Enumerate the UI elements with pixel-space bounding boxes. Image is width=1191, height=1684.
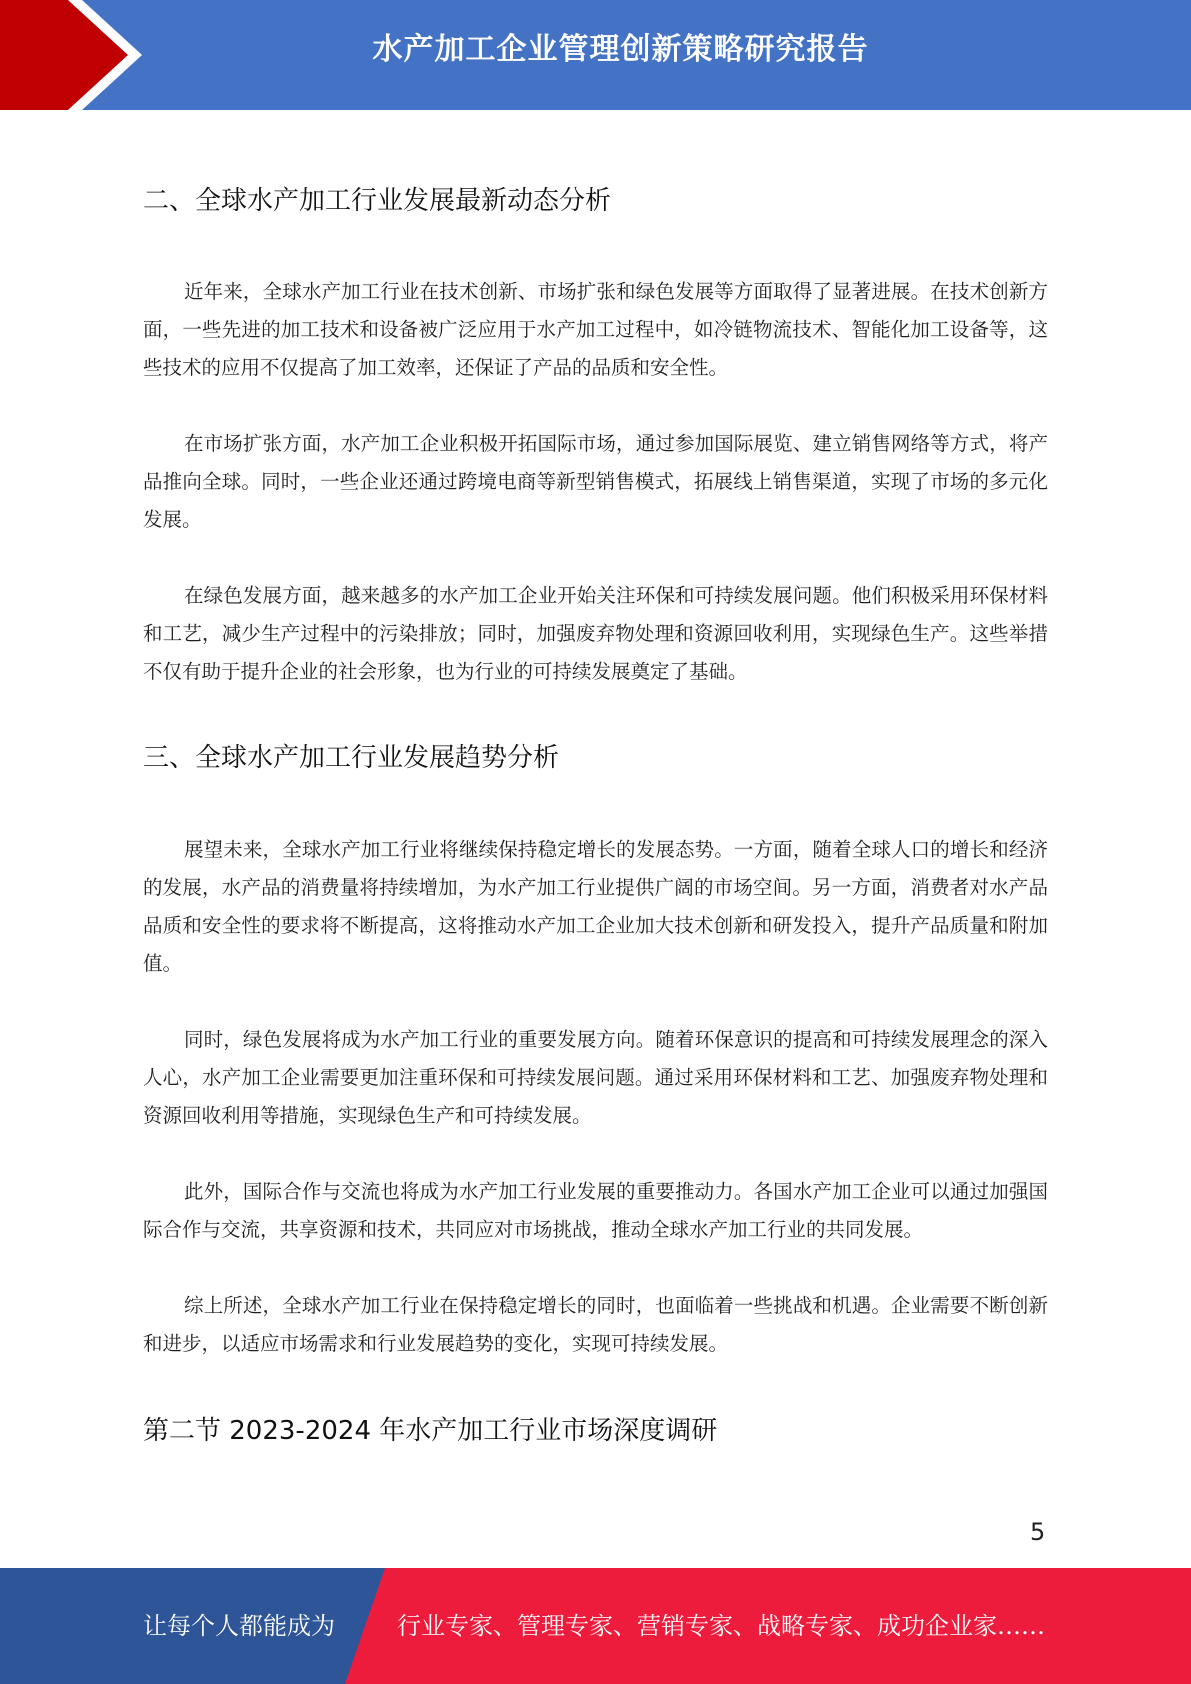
page-number: 5 <box>1030 1518 1046 1546</box>
section-heading: 二、全球水产加工行业发展最新动态分析 <box>143 186 612 216</box>
document-title: 水产加工企业管理创新策略研究报告 <box>372 32 869 67</box>
footer-slogan-left: 让每个人都能成为 <box>143 1612 335 1640</box>
paragraph: 在绿色发展方面，越来越多的水产加工企业开始关注环保和可持续发展问题。他们积极采用环保材料和工艺，减少生产过程中的污染排放；同时，加强废弃物处理和资源回收利用，实现绿色生产。这些举措不仅有助于提升企业的社会形象，也为行业的可持续发展奠定了基础。 <box>143 584 1048 683</box>
paragraph: 此外，国际合作与交流也将成为水产加工行业发展的重要推动力。各国水产加工企业可以通过加强国际合作与交流，共享资源和技术，共同应对市场挑战，推动全球水产加工行业的共同发展。 <box>143 1180 1048 1241</box>
paragraph: 综上所述，全球水产加工行业在保持稳定增长的同时，也面临着一些挑战和机遇。企业需要不断创新和进步，以适应市场需求和行业发展趋势的变化，实现可持续发展。 <box>143 1294 1048 1355</box>
paragraph: 展望未来，全球水产加工行业将继续保持稳定增长的发展态势。一方面，随着全球人口的增长和经济的发展，水产品的消费量将持续增加，为水产加工行业提供广阔的市场空间。另一方面，消费者对水产品品质和安全性的要求将不断提高，这将推动水产加工企业加大技术创新和研发投入，提升产品质量和附加值。 <box>143 838 1048 975</box>
paragraph: 同时，绿色发展将成为水产加工行业的重要发展方向。随着环保意识的提高和可持续发展理念的深入人心，水产加工企业需要更加注重环保和可持续发展问题。通过采用环保材料和工艺、加强废弃物处理和资源回收利用等措施，实现绿色生产和可持续发展。 <box>143 1028 1048 1127</box>
page-header <box>0 0 1191 110</box>
footer-slogan-right: 行业专家、管理专家、营销专家、战略专家、成功企业家…… <box>397 1612 1045 1640</box>
section-heading: 三、全球水产加工行业发展趋势分析 <box>143 743 560 773</box>
section-heading: 第二节 2023-2024 年水产加工行业市场深度调研 <box>143 1416 718 1446</box>
paragraph: 在市场扩张方面，水产加工企业积极开拓国际市场，通过参加国际展览、建立销售网络等方式，将产品推向全球。同时，一些企业还通过跨境电商等新型销售模式，拓展线上销售渠道，实现了市场的多元化发展。 <box>143 432 1048 531</box>
paragraph: 近年来，全球水产加工行业在技术创新、市场扩张和绿色发展等方面取得了显著进展。在技术创新方面，一些先进的加工技术和设备被广泛应用于水产加工过程中，如冷链物流技术、智能化加工设备等，这些技术的应用不仅提高了加工效率，还保证了产品的品质和安全性。 <box>143 280 1048 379</box>
page-footer <box>0 1568 1191 1684</box>
